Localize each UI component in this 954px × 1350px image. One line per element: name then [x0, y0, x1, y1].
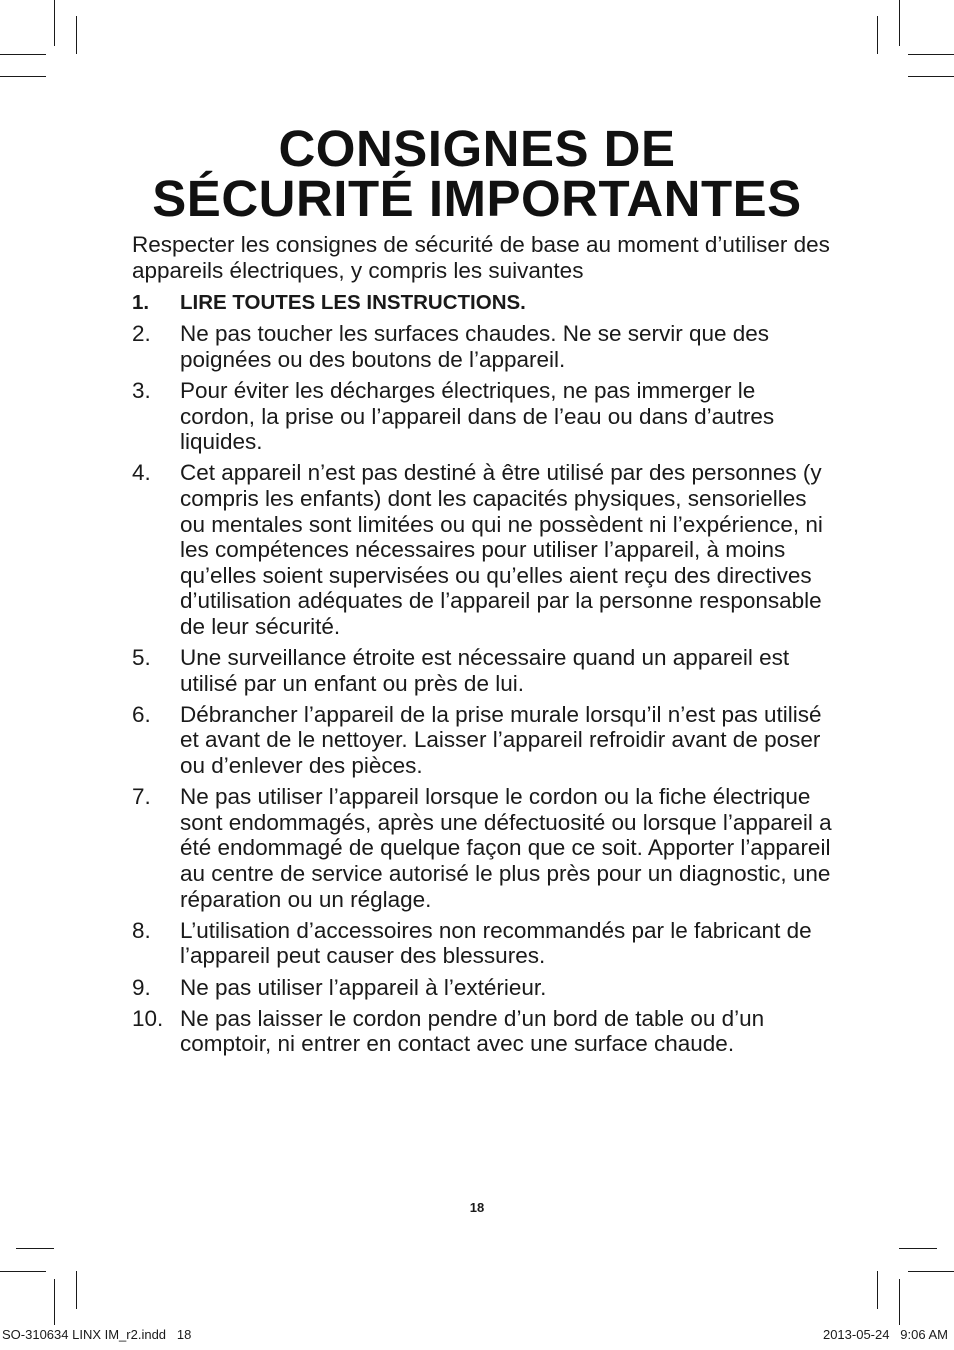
- list-item-text: Ne pas laisser le cordon pendre d’un bord de table ou d’un comptoir, ni entrer en contact avec une surface chaude.: [180, 1005, 765, 1057]
- crop-mark: [908, 54, 954, 55]
- page-number: 18: [469, 1200, 485, 1215]
- crop-mark: [908, 76, 954, 77]
- list-item-number: 2.: [132, 321, 151, 347]
- list-item: [132, 460, 832, 639]
- list-item-text: L’utilisation d’accessoires non recommandés par le fabricant de l’appareil peut causer des blessures.: [180, 917, 812, 969]
- list-item-text: Ne pas toucher les surfaces chaudes. Ne se servir que des poignées ou des boutons de l’appareil.: [180, 321, 770, 372]
- list-item-text: Débrancher l’appareil de la prise murale lorsqu’il n’est pas utilisé et avant de le nettoyer. Laisser l’appareil refroidir avant de poser ou d’enlever des pièces.: [180, 701, 822, 779]
- list-item: [132, 702, 832, 779]
- list-item: [132, 1006, 832, 1057]
- crop-mark: [76, 16, 77, 54]
- list-item: [132, 378, 832, 455]
- crop-mark: [899, 1279, 900, 1325]
- safety-instructions-list: [132, 290, 832, 1063]
- intro-paragraph: Respecter les consignes de sécurité de base au moment d’utiliser des appareils électriques, y compris les suivantes: [132, 232, 830, 283]
- list-item-number: 9.: [132, 974, 151, 1000]
- list-item-number: 5.: [132, 645, 151, 671]
- list-item-number: 6.: [132, 701, 151, 727]
- crop-mark: [76, 1271, 77, 1309]
- list-item: [132, 290, 832, 316]
- file-slug: SO-310634 LINX IM_r2.indd 18: [2, 1327, 192, 1342]
- page-title-line-1: CONSIGNES DE: [278, 120, 676, 177]
- list-item-number: 8.: [132, 917, 151, 943]
- list-item-text: Cet appareil n’est pas destiné à être utilisé par des personnes (y compris les enfants) dont les capacités physiques, sensorielles ou mentales sont limitées ou qui ne possèdent ni l’expérience, ni les compétences nécessaires pour utiliser l’appareil, à moins qu’elles soient supervisées ou qu’elles aient reçu des directives d’utilisation adéquates de l’appareil par la personne responsable de leur sécurité.: [180, 460, 823, 639]
- list-item: [132, 645, 832, 696]
- crop-mark: [16, 1248, 54, 1249]
- crop-mark: [54, 1279, 55, 1325]
- crop-mark: [877, 16, 878, 54]
- list-item-text: Une surveillance étroite est nécessaire quand un appareil est utilisé par un enfant ou près de lui.: [180, 645, 790, 696]
- list-item-text: Ne pas utiliser l’appareil à l’extérieur.: [180, 974, 547, 1000]
- crop-mark: [899, 1248, 937, 1249]
- list-item: [132, 975, 832, 1001]
- page-title: [0, 120, 954, 227]
- crop-mark: [54, 0, 55, 46]
- list-item-number: 7.: [132, 784, 151, 810]
- list-item-number: 10.: [132, 1005, 164, 1031]
- crop-mark: [0, 76, 46, 77]
- crop-mark: [877, 1271, 878, 1309]
- list-item-number: 4.: [132, 460, 151, 486]
- date-slug: 2013-05-24 9:06 AM: [822, 1327, 948, 1342]
- list-item-text: LIRE TOUTES LES INSTRUCTIONS.: [180, 291, 526, 314]
- crop-mark: [908, 1271, 954, 1272]
- list-item-text: Ne pas utiliser l’appareil lorsque le cordon ou la fiche électrique sont endommagés, après une défectuosité ou lorsque l’appareil a été endommagé de quelque façon que ce soit. Apporter l’appareil au centre de service autorisé le plus près pour un diagnostic, une réparation ou un réglage.: [180, 784, 832, 912]
- crop-mark: [0, 1271, 46, 1272]
- list-item: [132, 784, 832, 912]
- crop-mark: [0, 54, 46, 55]
- list-item-text: Pour éviter les décharges électriques, ne pas immerger le cordon, la prise ou l’appareil dans de l’eau ou dans d’autres liquides.: [180, 377, 775, 455]
- list-item: [132, 321, 832, 372]
- page-title-line-2: SÉCURITÉ IMPORTANTES: [152, 170, 802, 227]
- list-item-number: 1.: [132, 291, 150, 314]
- crop-mark: [899, 0, 900, 46]
- list-item-number: 3.: [132, 377, 151, 403]
- list-item: [132, 918, 832, 969]
